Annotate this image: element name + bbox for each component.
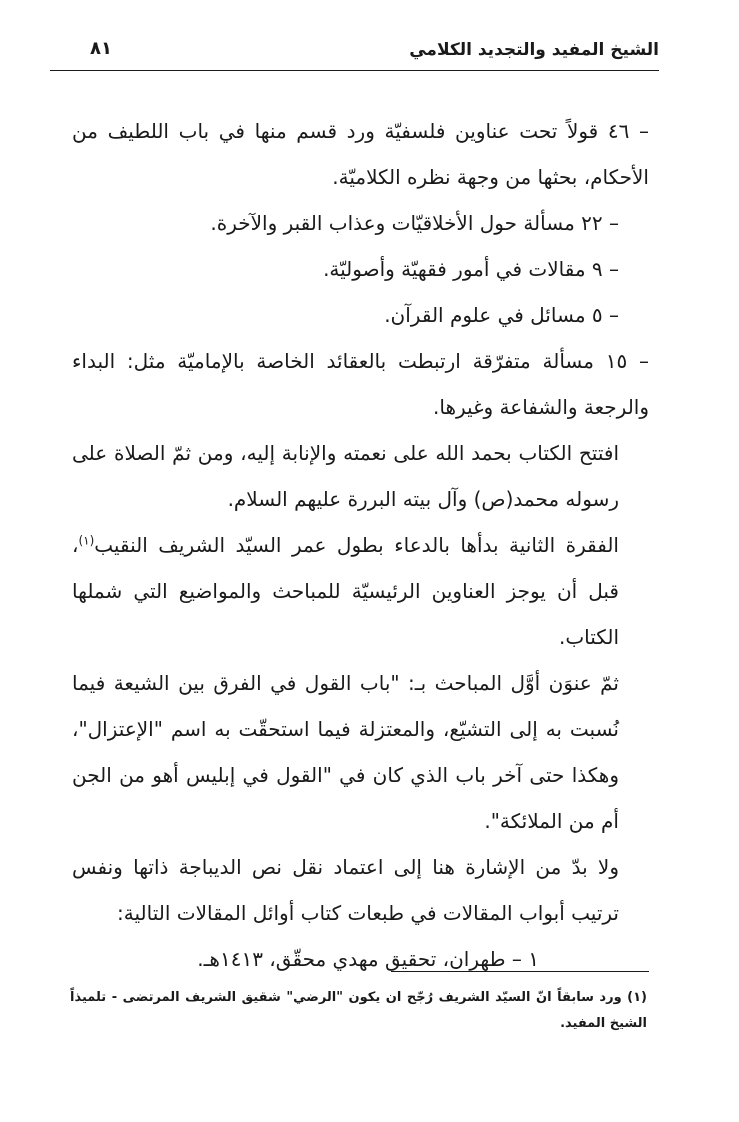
list-item-quran: – ٥ مسائل في علوم القرآن. — [384, 303, 619, 327]
list-item-jurisprudence: – ٩ مقالات في أمور فقهيّة وأصوليّة. — [323, 257, 619, 281]
footnote-rule — [391, 971, 649, 972]
running-title: الشيخ المفيد والتجديد الكلامي — [409, 40, 659, 60]
running-header — [50, 38, 659, 72]
paragraph-second-section-end: ، قبل أن يوجز العناوين الرئيسيّة للمباحث والمواضيع التي شملها الكتاب. — [72, 533, 619, 649]
footnote-reference: (١) — [78, 533, 95, 548]
body-text — [72, 108, 649, 982]
paragraph-first-chapter: ثمّ عنوَن أوَّل المباحث بـ: "باب القول في الفرق بين الشيعة فيما نُسبت به إلى التشيّع، والمعتزلة فيما استحقّت به اسم "الإعتزال"، وهكذا حتى آخر باب الذي كان في "القول في إبليس أهو من الجن أم من الملائكة". — [72, 671, 619, 833]
footnote-text: (١) ورد سابقاً انّ السيّد الشريف رُجّح ان يكون "الرضي" شقيق الشريف المرتضى - تلميذاً الشيخ المفيد. — [70, 990, 647, 1031]
list-item-imamiyya: – ١٥ مسألة متفرّقة ارتبطت بالعقائد الخاصة بالإماميّة مثل: البداء والرجعة والشفاعة وغيرها. — [72, 349, 649, 419]
page-number: ٨١ — [90, 38, 112, 59]
edition-item: ١ – طهران، تحقيق مهدي محقّق، ١٤١٣هـ. — [197, 947, 539, 971]
header-rule — [50, 70, 659, 71]
paragraph-second-section-start: الفقرة الثانية بدأها بالدعاء بطول عمر السيّد الشريف النقيب — [94, 533, 619, 557]
paragraph-editions: ولا بدّ من الإشارة هنا إلى اعتماد نقل نص الديباجة ذاتها ونفس ترتيب أبواب المقالات في طبعات كتاب أوائل المقالات التالية: — [72, 855, 619, 925]
paragraph-second-section — [72, 522, 649, 660]
paragraph-opening: افتتح الكتاب بحمد الله على نعمته والإنابة إليه، ومن ثمّ الصلاة على رسوله محمد(ص) وآل بيته البررة عليهم السلام. — [72, 441, 619, 511]
footnote — [70, 985, 647, 1037]
list-item-ethics: – ٢٢ مسألة حول الأخلاقيّات وعذاب القبر والآخرة. — [210, 211, 619, 235]
list-item-philosophy: – ٤٦ قولاً تحت عناوين فلسفيّة ورد قسم منها في باب اللطيف من الأحكام، بحثها من وجهة نظره الكلاميّة. — [72, 119, 649, 189]
